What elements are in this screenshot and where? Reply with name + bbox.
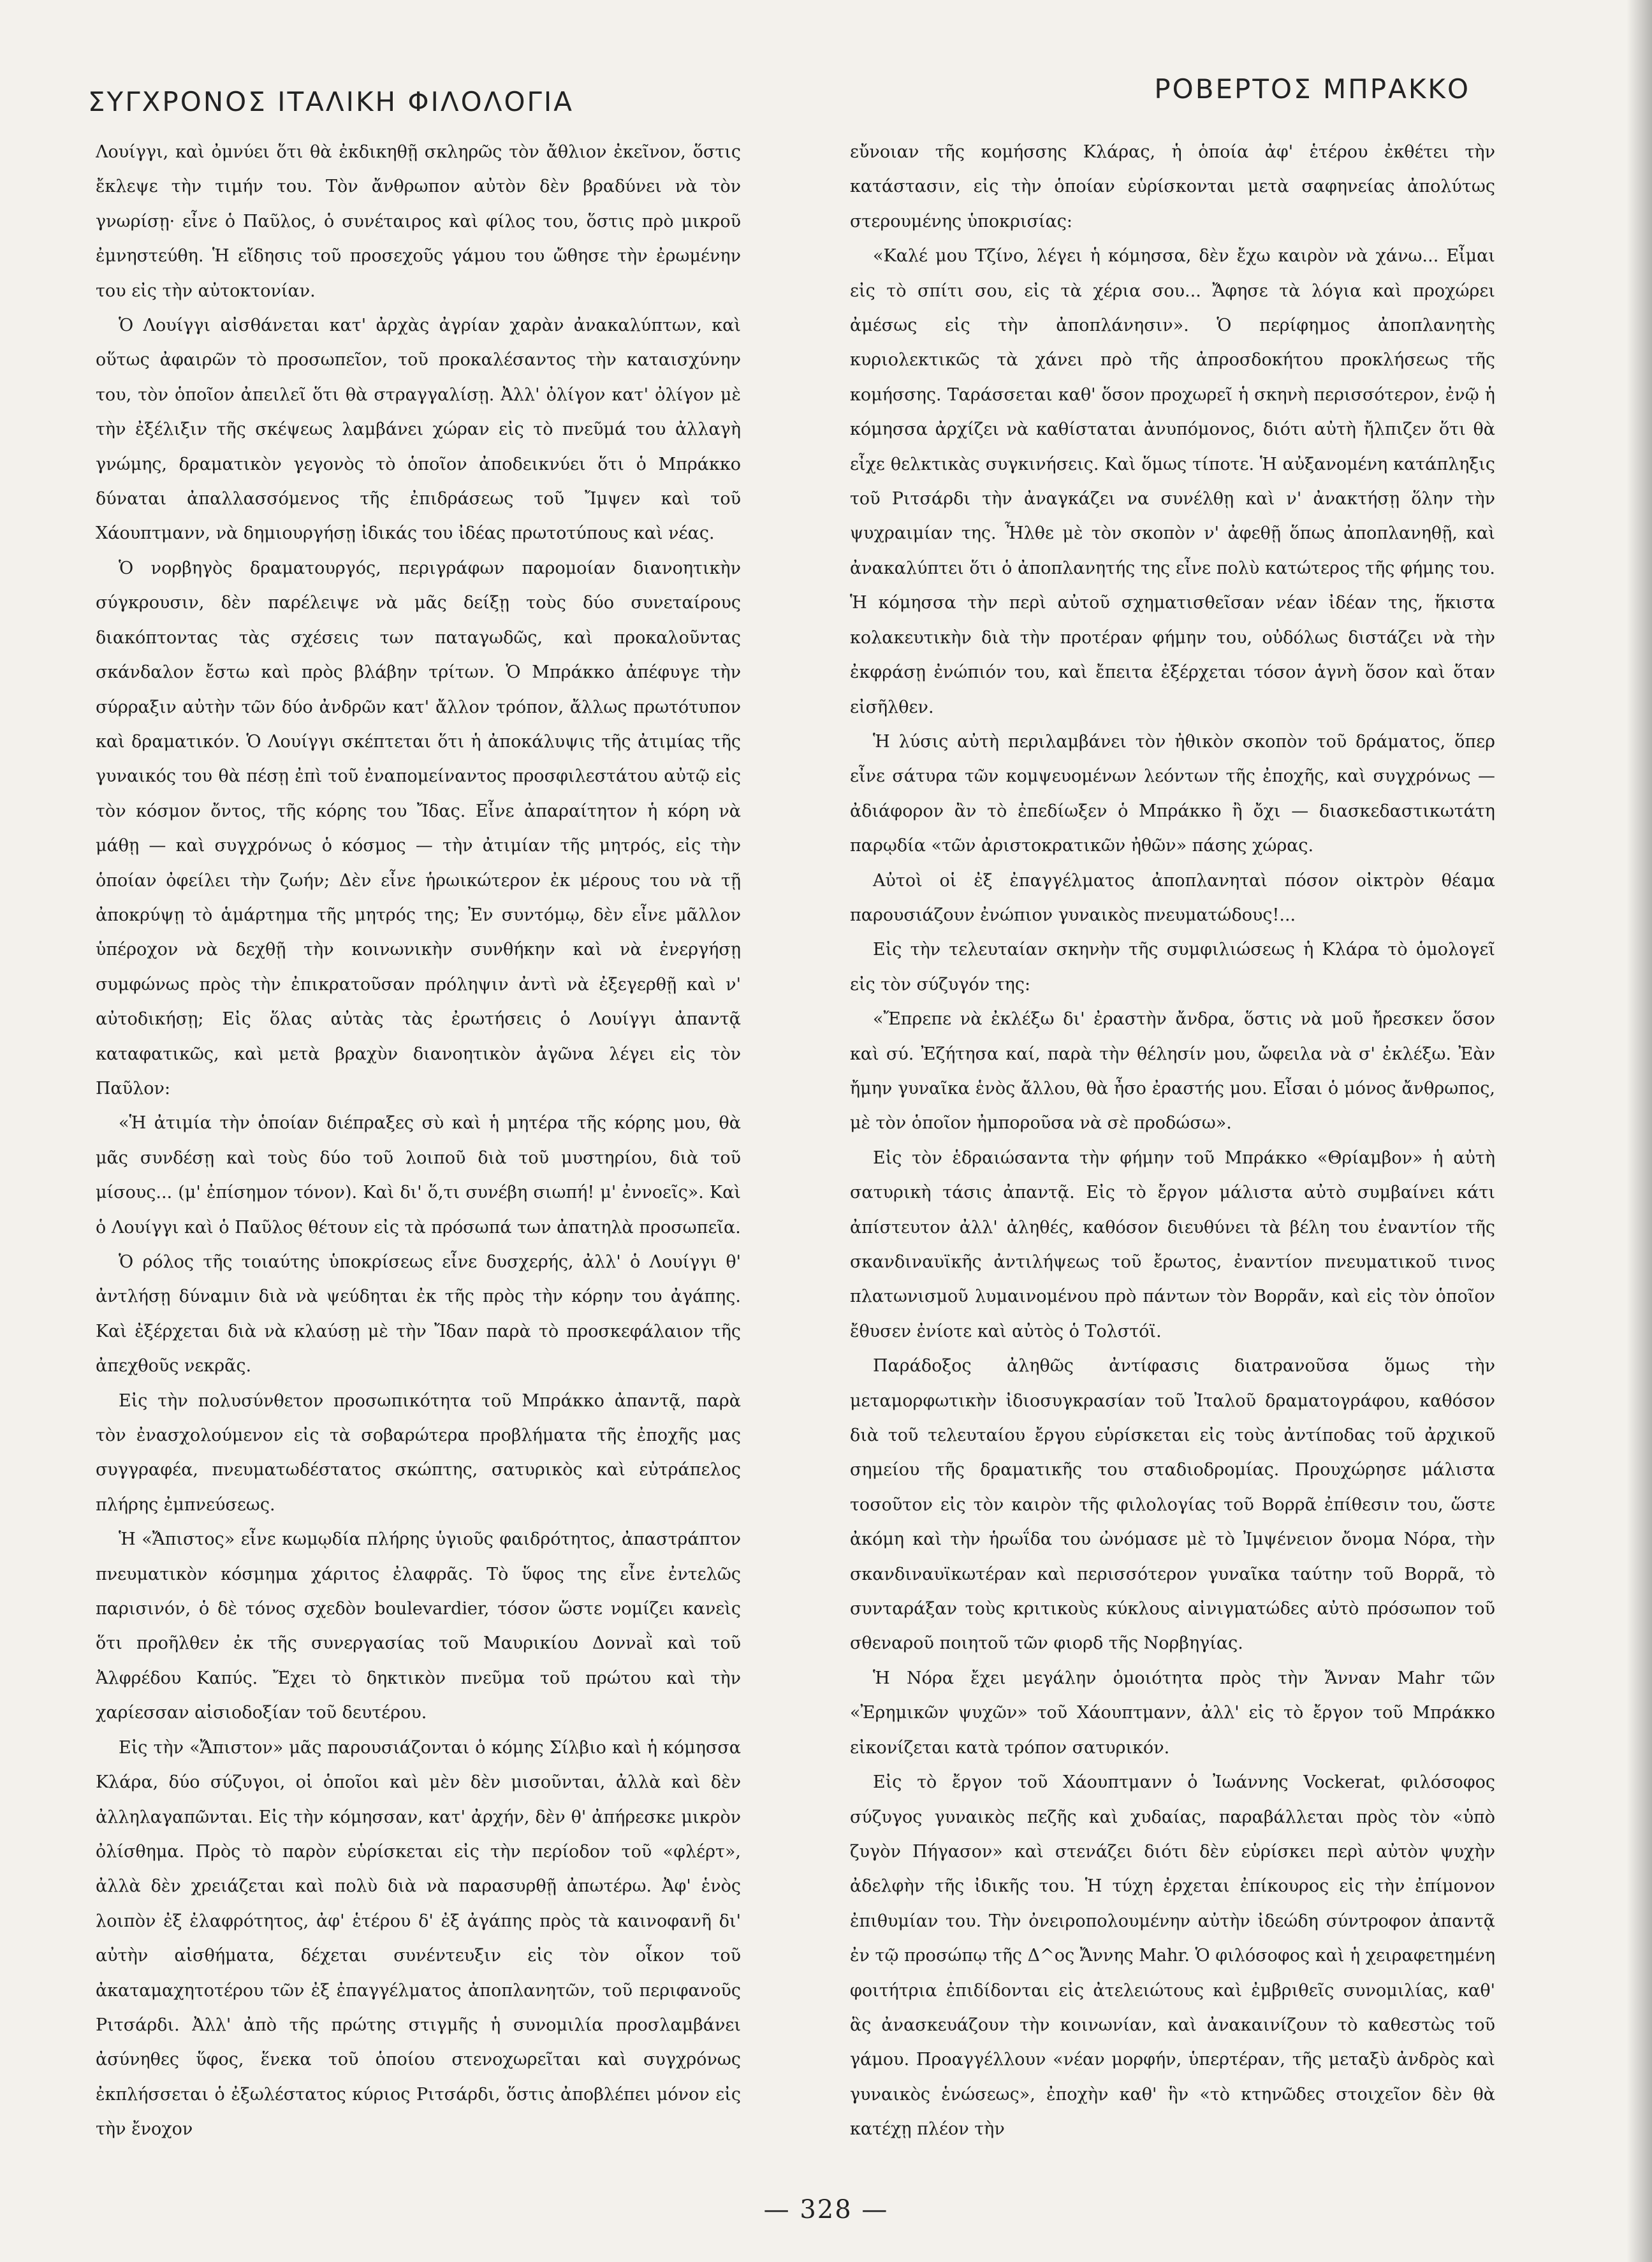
paragraph: Εἰς τὴν «Ἄπιστον» μᾶς παρουσιάζονται ὁ κόμης Σίλβιο καὶ ἡ κόμησσα Κλάρα, δύο σύζυγοι, οἱ ὁποῖοι καὶ μὲν δὲν μισοῦνται, ἀλλὰ καὶ δὲν ἀλληλαγαπῶνται. Εἰς τὴν κόμησσαν, κατ' ἀρχήν, δὲν θ' ἀπήρεσκε μικρὸν ὀλίσθημα. Πρὸς τὸ παρὸν εὑρίσκεται εἰς τὴν περίοδον τοῦ «φλέρτ», ἀλλὰ δὲν χρειάζεται καὶ πολὺ διὰ νὰ παρασυρθῇ ἀπωτέρω. Ἀφ' ἑνὸς λοιπὸν ἐξ ἐλαφρότητος, ἀφ' ἑτέρου δ' ἐξ ἀγάπης πρὸς τὰ καινοφανῆ δι' αὐτὴν αἰσθήματα, δέχεται συνέντευξιν εἰς τὸν οἶκον τοῦ ἀκαταμαχητοτέρου τῶν ἐξ ἐπαγγέλματος ἀποπλανητῶν, τοῦ περιφανοῦς Ριτσάρδι. Ἀλλ' ἀπὸ τῆς πρώτης στιγμῆς ἡ συνομιλία προσλαμβάνει ἀσύνηθες ὕφος, ἕνεκα τοῦ ὁποίου στενοχωρεῖται καὶ συγχρόνως ἐκπλήσσεται ὁ ἐξωλέστατος κύριος Ριτσάρδι, ὅστις ἀποβλέπει μόνον εἰς τὴν ἔνοχον [96,1737,741,2140]
paragraph: Αὐτοὶ οἱ ἐξ ἐπαγγέλματος ἀποπλανηταὶ πόσον οἰκτρὸν θέαμα παρουσιάζουν ἐνώπιον γυναικὸς πνευματώδους!... [850,870,1495,925]
paragraph: Εἰς τὴν τελευταίαν σκηνὴν τῆς συμφιλιώσεως ἡ Κλάρα τὸ ὁμολογεῖ εἰς τὸν σύζυγόν της: [850,940,1495,995]
paragraph: Ὁ νορβηγὸς δραματουργός, περιγράφων παρομοίαν διανοητικὴν σύγκρουσιν, δὲν παρέλειψε νὰ μᾶς δείξῃ τοὺς δύο συνεταίρους διακόπτοντας τὰς σχέσεις των παταγωδῶς, καὶ προκαλοῦντας σκάνδαλον ἔστω καὶ πρὸς βλάβην τρίτων. Ὁ Μπράκκο ἀπέφυγε τὴν σύρραξιν αὐτὴν τῶν δύο ἀνδρῶν κατ' ἄλλον τρόπον, ἄλλως πρωτότυπον καὶ δραματικόν. Ὁ Λουίγγι σκέπτεται ὅτι ἡ ἀποκάλυψις τῆς ἀτιμίας τῆς γυναικός του θὰ πέσῃ ἐπὶ τοῦ ἐναπομείναντος προσφιλεστάτου αὐτῷ εἰς τὸν κόσμον ὄντος, τῆς κόρης του Ἴδας. Εἶνε ἀπαραίτητον ἡ κόρη νὰ μάθῃ — καὶ συγχρόνως ὁ κόσμος — τὴν ἀτιμίαν τῆς μητρός, εἰς τὴν ὁποίαν ὀφείλει τὴν ζωήν; Δὲν εἶνε ἡρωικώτερον ἐκ μέρους του νὰ τῇ ἀποκρύψῃ τὸ ἁμάρτημα τῆς μητρός της; Ἐν συντόμῳ, δὲν εἶνε μᾶλλον ὑπέροχον νὰ δεχθῇ τὴν κοινωνικὴν συνθήκην καὶ νὰ ἐνεργήσῃ συμφώνως πρὸς τὴν ἐπικρατοῦσαν πρόληψιν ἀντὶ νὰ ἐξεγερθῇ καὶ ν' αὐτοδικήσῃ; Εἰς ὅλας αὐτὰς τὰς ἐρωτήσεις ὁ Λουίγγι ἀπαντᾷ καταφατικῶς, καὶ μετὰ βραχὺν διανοητικὸν ἀγῶνα λέγει εἰς τὸν Παῦλον: [96,558,741,1098]
page-number: — 328 — [763,2195,889,2224]
paragraph: Ἡ Νόρα ἔχει μεγάλην ὁμοιότητα πρὸς τὴν Ἄνναν Mahr τῶν «Ἐρημικῶν ψυχῶν» τοῦ Χάουπτμανν, ἀλλ' εἰς τὸ ἔργον τοῦ Μπράκκο εἰκονίζεται κατὰ τρόπον σατυρικόν. [850,1668,1495,1758]
paragraph: εὔνοιαν τῆς κομήσσης Κλάρας, ἡ ὁποία ἀφ' ἑτέρου ἐκθέτει τὴν κατάστασιν, εἰς τὴν ὁποίαν εὑρίσκονται μετὰ σαφηνείας ἀπολύτως στερουμένης ὑποκρισίας: [850,142,1495,231]
quote-paragraph: «Καλέ μου Τζίνο, λέγει ἡ κόμησσα, δὲν ἔχω καιρὸν νὰ χάνω... Εἶμαι εἰς τὸ σπίτι σου, εἰς τὰ χέρια σου... Ἄφησε τὰ λόγια καὶ προχώρει ἀμέσως εἰς τὴν ἀποπλάνησιν». Ὁ περίφημος ἀποπλανητὴς κυριολεκτικῶς τὰ χάνει πρὸ τῆς ἀπροσδοκήτου προκλήσεως τῆς κομήσσης. Ταράσσεται καθ' ὅσον προχωρεῖ ἡ σκηνὴ περισσότερον, ἐνῷ ἡ κόμησσα ἀρχίζει νὰ καθίσταται ἀνυπόμονος, διότι αὐτὴ ἤλπιζεν ὅτι θὰ εἶχε θελκτικὰς συγκινήσεις. Καὶ ὅμως τίποτε. Ἡ αὐξανομένη κατάπληξις τοῦ Ριτσάρδι τὴν ἀναγκάζει να συνέλθῃ καὶ ν' ἀνακτήσῃ ὅλην τὴν ψυχραιμίαν της. Ἦλθε μὲ τὸν σκοπὸν ν' ἀφεθῇ ὅπως ἀποπλανηθῇ, καὶ ἀνακαλύπτει ὅτι ὁ ἀποπλανητής της εἶνε πολὺ κατώτερος τῆς φήμης του. Ἡ κόμησσα τὴν περὶ αὐτοῦ σχηματισθεῖσαν νέαν ἰδέαν της, ἥκιστα κολακευτικὴν διὰ τὴν προτέραν φήμην του, οὐδόλως διστάζει νὰ τὴν ἐκφράσῃ ἐνώπιόν του, καὶ ἔπειτα ἐξέρχεται τόσον ἁγνὴ ὅσον καὶ ὅταν εἰσῆλθεν. [850,246,1495,717]
paragraph: Λουίγγι, καὶ ὀμνύει ὅτι θὰ ἐκδικηθῇ σκληρῶς τὸν ἄθλιον ἐκεῖνον, ὅστις ἔκλεψε τὴν τιμήν του. Τὸν ἄνθρωπον αὐτὸν δὲν βραδύνει νὰ τὸν γνωρίσῃ· εἶνε ὁ Παῦλος, ὁ συνέταιρος καὶ φίλος του, ὅστις πρὸ μικροῦ ἐμνηστεύθη. Ἡ εἴδησις τοῦ προσεχοῦς γάμου του ὤθησε τὴν ἐρωμένην του εἰς τὴν αὐτοκτονίαν. [96,142,741,301]
header-right-title: ΡΟΒΕΡΤΟΣ ΜΠΡΑΚΚΟ [1154,73,1470,105]
page-edge-shadow [1626,0,1652,2262]
paragraph: Εἰς τὴν πολυσύνθετον προσωπικότητα τοῦ Μπράκκο ἀπαντᾷ, παρὰ τὸν ἐνασχολούμενον εἰς τὰ σοβαρώτερα προβλήματα τῆς ἐποχῆς μας συγγραφέα, πνευματωδέστατος σκώπτης, σατυρικὸς καὶ εὐτράπελος πλήρης ἐμπνεύσεως. [96,1390,741,1515]
left-column [96,135,741,2143]
quote-paragraph: «Ἔπρεπε νὰ ἐκλέξω δι' ἐραστὴν ἄνδρα, ὅστις νὰ μοῦ ἤρεσκεν ὅσον καὶ σύ. Ἐζήτησα καί, παρὰ τὴν θέλησίν μου, ὤφειλα νὰ σ' ἐκλέξω. Ἐὰν ἤμην γυναῖκα ἑνὸς ἄλλου, θὰ ἦσο ἐραστής μου. Εἶσαι ὁ μόνος ἄνθρωπος, μὲ τὸν ὁποῖον ἠμποροῦσα νὰ σὲ προδώσω». [850,1009,1495,1134]
paragraph: Εἰς τὸ ἔργον τοῦ Χάουπτμανν ὁ Ἰωάννης Vockerat, φιλόσοφος σύζυγος γυναικὸς πεζῆς καὶ χυδαίας, παραβάλλεται πρὸς τὸν «ὑπὸ ζυγὸν Πήγασον» καὶ στενάζει διότι δὲν εὑρίσκει περὶ αὐτὸν ψυχὴν ἀδελφὴν τῆς ἰδικῆς του. Ἡ τύχη ἐρχεται ἐπίκουρος εἰς τὴν ἐπίμονον ἐπιθυμίαν του. Τὴν ὀνειροπολουμένην αὐτὴν ἰδεώδη σύντροφον ἀπαντᾷ ἐν τῷ προσώπῳ τῆς Δ^ος Ἄννης Mahr. Ὁ φιλόσοφος καὶ ἡ χειραφετημένη φοιτήτρια ἐπιδίδονται εἰς ἀτελειώτους καὶ ἐμβριθεῖς συνομιλίας, καθ' ἃς ἀνασκευάζουν τὴν κοινωνίαν, καὶ ἀνακαινίζουν τὸ καθεστὼς τοῦ γάμου. Προαγγέλλουν «νέαν μορφήν, ὑπερτέραν, τῆς μεταξὺ ἀνδρὸς καὶ γυναικὸς ἑνώσεως», ἐποχὴν καθ' ἣν «τὸ κτηνῶδες στοιχεῖον δὲν θὰ κατέχῃ πλέον τὴν [850,1772,1495,2140]
paragraph: Εἰς τὸν ἑδραιώσαντα τὴν φήμην τοῦ Μπράκκο «Θρίαμβον» ἡ αὐτὴ σατυρικὴ τάσις ἀπαντᾷ. Εἰς τὸ ἔργον μάλιστα αὐτὸ συμβαίνει κάτι ἀπίστευτον ἀλλ' ἀληθές, καθόσον διευθύνει τὰ βέλη του ἐναντίον τῆς σκανδιναυϊκῆς ἀντιλήψεως τοῦ ἔρωτος, ἐναντίον πνευματικοῦ τινος πλατωνισμοῦ λυμαινομένου πρὸ πάντων τὸν Βορρᾶν, καὶ εἰς τὸν ὁποῖον ἔθυσεν ἐνίοτε καὶ αὐτὸς ὁ Τολστόϊ. [850,1148,1495,1341]
running-header [0,67,1652,118]
right-column [850,135,1495,2143]
paragraph: Ὁ ρόλος τῆς τοιαύτης ὑποκρίσεως εἶνε δυσχερής, ἀλλ' ὁ Λουίγγι θ' ἀντλήσῃ δύναμιν διὰ νὰ ψεύδηται ἐκ τῆς πρὸς τὴν κόρην του ἀγάπης. Καὶ ἐξέρχεται διὰ νὰ κλαύσῃ μὲ τὴν Ἴδαν παρὰ τὸ προσκεφάλαιον τῆς ἀπεχθοῦς νεκρᾶς. [96,1252,741,1376]
paragraph: Ἡ λύσις αὐτὴ περιλαμβάνει τὸν ἠθικὸν σκοπὸν τοῦ δράματος, ὅπερ εἶνε σάτυρα τῶν κομψευομένων λεόντων τῆς ἐποχῆς, καὶ συγχρόνως — ἀδιάφορον ἂν τὸ ἐπεδίωξεν ὁ Μπράκκο ἢ ὄχι — διασκεδαστικωτάτη παρῳδία «τῶν ἀριστοκρατικῶν ἠθῶν» πάσης χώρας. [850,731,1495,856]
paragraph: Ὁ Λουίγγι αἰσθάνεται κατ' ἀρχὰς ἀγρίαν χαρὰν ἀνακαλύπτων, καὶ οὕτως ἀφαιρῶν τὸ προσωπεῖον, τοῦ προκαλέσαντος τὴν καταισχύνην του, τὸν ὁποῖον ἀπειλεῖ ὅτι θὰ στραγγαλίσῃ. Ἀλλ' ὀλίγον κατ' ὀλίγον μὲ τὴν ἐξέλιξιν τῆς σκέψεως λαμβάνει χώραν εἰς τὸ πνεῦμά του ἀλλαγὴ γνώμης, δραματικὸν γεγονὸς τὸ ὁποῖον ἀποδεικνύει ὅτι ὁ Μπράκκο δύναται ἀπαλλασσόμενος τῆς ἐπιδράσεως τοῦ Ἴμψεν καὶ τοῦ Χάουπτμανν, νὰ δημιουργήσῃ ἰδικάς του ἰδέας πρωτοτύπους καὶ νέας. [96,316,741,544]
quote-paragraph: «Ἡ ἀτιμία τὴν ὁποίαν διέπραξες σὺ καὶ ἡ μητέρα τῆς κόρης μου, θὰ μᾶς συνδέσῃ καὶ τοὺς δύο τοῦ λοιποῦ διὰ τοῦ μυστηρίου, διὰ τοῦ μίσους... (μ' ἐπίσημον τόνον). Καὶ δι' ὅ,τι συνέβη σιωπή! μ' ἐννοεῖς». Καὶ ὁ Λουίγγι καὶ ὁ Παῦλος θέτουν εἰς τὰ πρόσωπά των ἀπατηλὰ προσωπεῖα. [96,1113,741,1237]
header-left-title: ΣΥΓΧΡΟΝΟΣ ΙΤΑΛΙΚΗ ΦΙΛΟΛΟΓΙΑ [88,86,574,117]
paragraph: Ἡ «Ἄπιστος» εἶνε κωμῳδία πλήρης ὑγιοῦς φαιδρότητος, ἀπαστράπτον πνευματικὸν κόσμημα χάριτος ἐλαφρᾶς. Τὸ ὕφος της εἶνε ἐντελῶς παρισινόν, ὁ δὲ τόνος σχεδὸν boulevardier, τόσον ὥστε νομίζει κανεὶς ὅτι προῆλθεν ἐκ τῆς συνεργασίας τοῦ Μαυρικίου Δοννaῒ καὶ τοῦ Ἀλφρέδου Καπύς. Ἔχει τὸ δηκτικὸν πνεῦμα τοῦ πρώτου καὶ τὴν χαρίεσσαν αἰσιοδοξίαν τοῦ δευτέρου. [96,1529,741,1723]
paragraph: Παράδοξος ἀληθῶς ἀντίφασις διατρανοῦσα ὅμως τὴν μεταμορφωτικὴν ἰδιοσυγκρασίαν τοῦ Ἰταλοῦ δραματογράφου, καθόσον διὰ τοῦ τελευταίου ἔργου εὑρίσκεται εἰς τοὺς ἀντίποδας τοῦ ἀρχικοῦ σημείου τῆς δραματικῆς του σταδιοδρομίας. Προυχώρησε μάλιστα τοσοῦτον εἰς τὸν καιρὸν τῆς φιλολογίας τοῦ Βορρᾶ ἐπίθεσιν του, ὥστε ἀκόμη καὶ τὴν ἡρωΐδα του ὠνόμασε μὲ τὸ Ἰμψένειον ὄνομα Νόρα, τὴν σκανδιναυϊκωτέραν καὶ περισσότερον γυναῖκα ταύτην τοῦ Βορρᾶ, τὸ συνταράξαν τοὺς κριτικοὺς κύκλους αἰνιγματώδες αὐτὸ πρόσωπον τοῦ σθεναροῦ ποιητοῦ τῶν φιορδ τῆς Νορβηγίας. [850,1356,1495,1654]
